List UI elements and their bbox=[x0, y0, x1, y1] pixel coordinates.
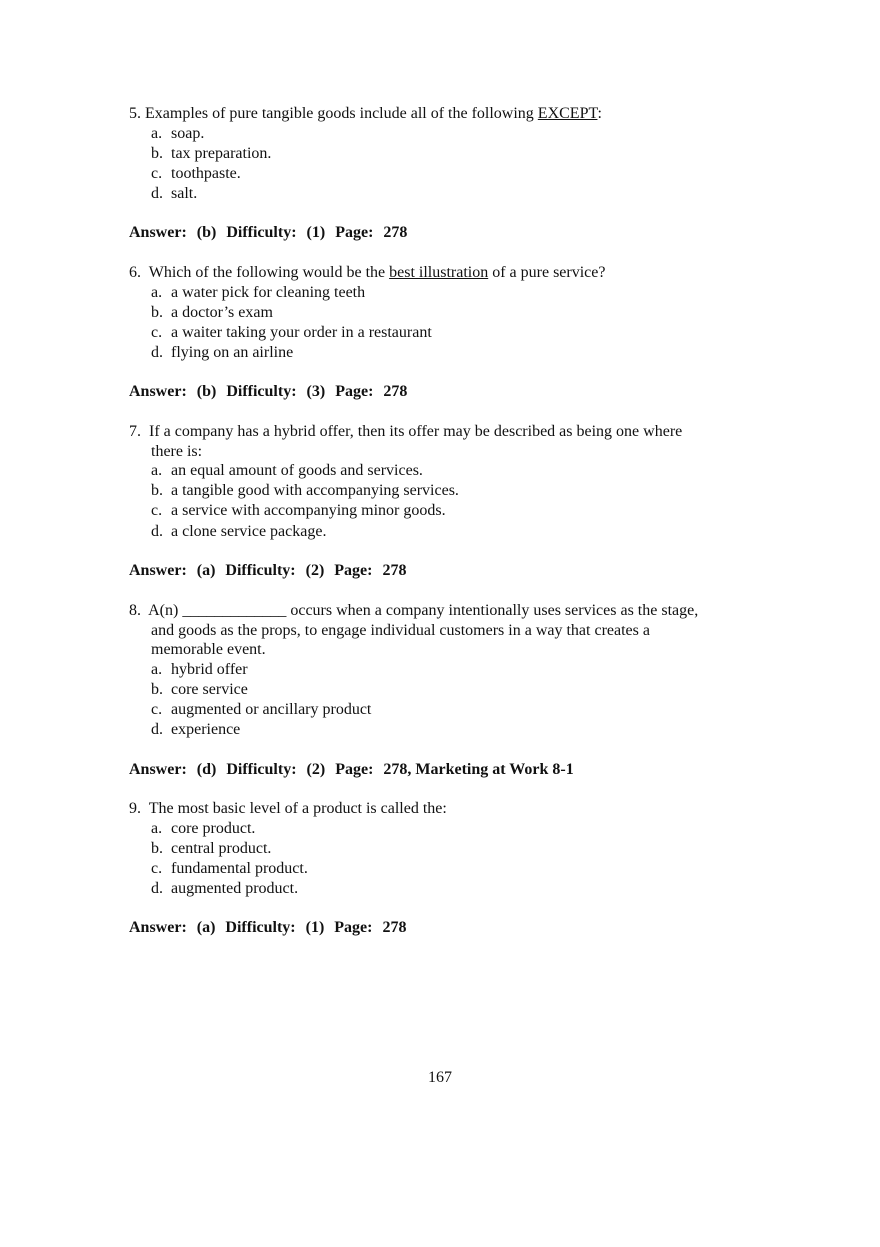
option-letter: d. bbox=[151, 523, 163, 540]
question-9-stem bbox=[129, 799, 447, 819]
difficulty-value: (2) bbox=[306, 761, 326, 778]
answer-line-9 bbox=[129, 918, 412, 938]
option-letter: b. bbox=[151, 681, 163, 698]
page-value: 278 bbox=[382, 919, 407, 936]
option-text: a water pick for cleaning teeth bbox=[171, 284, 366, 301]
option-letter: b. bbox=[151, 145, 163, 162]
question-8-stem-cont: memorable event. bbox=[151, 641, 266, 658]
option-letter: a. bbox=[151, 661, 163, 678]
option-text: a tangible good with accompanying services. bbox=[171, 482, 459, 499]
option-letter: b. bbox=[151, 840, 163, 857]
option-letter: a. bbox=[151, 820, 163, 837]
answer-value: (a) bbox=[196, 919, 216, 936]
option-text: toothpaste. bbox=[171, 165, 241, 182]
page-value: 278 bbox=[383, 383, 408, 400]
question-7-stem bbox=[129, 422, 682, 442]
answer-value: (b) bbox=[196, 383, 217, 400]
option-letter: c. bbox=[151, 701, 163, 718]
option-letter: b. bbox=[151, 482, 163, 499]
difficulty-label: Difficulty: bbox=[226, 761, 297, 778]
answer-value: (d) bbox=[196, 761, 217, 778]
option-text: fundamental product. bbox=[171, 860, 308, 877]
option-text: a doctor’s exam bbox=[171, 304, 273, 321]
difficulty-label: Difficulty: bbox=[225, 919, 296, 936]
difficulty-value: (1) bbox=[306, 224, 326, 241]
page-value: 278 bbox=[383, 224, 408, 241]
option-letter: c. bbox=[151, 324, 163, 341]
option-letter: b. bbox=[151, 304, 163, 321]
option-text: experience bbox=[171, 721, 241, 738]
option-text: augmented product. bbox=[171, 880, 299, 897]
page-label: Page: bbox=[334, 919, 373, 936]
question-text: The most basic level of a product is called the: bbox=[148, 800, 447, 817]
difficulty-label: Difficulty: bbox=[226, 383, 297, 400]
option-text: a waiter taking your order in a restaurant bbox=[171, 324, 432, 341]
question-number: 5. bbox=[129, 105, 141, 122]
question-number: 8. bbox=[129, 602, 141, 619]
answer-line-5 bbox=[129, 223, 413, 243]
answer-line-6 bbox=[129, 382, 413, 402]
page-value: 278 bbox=[382, 562, 407, 579]
question-number: 7. bbox=[129, 423, 141, 440]
option-letter: d. bbox=[151, 344, 163, 361]
question-text: If a company has a hybrid offer, then its offer may be described as being one where bbox=[149, 423, 683, 440]
page-label: Page: bbox=[335, 761, 374, 778]
option-text: an equal amount of goods and services. bbox=[171, 462, 423, 479]
option-letter: c. bbox=[151, 165, 163, 182]
question-emphasis: best illustration bbox=[389, 264, 489, 281]
question-8-stem bbox=[129, 601, 698, 621]
difficulty-value: (3) bbox=[306, 383, 326, 400]
question-7-stem-cont: there is: bbox=[151, 443, 203, 460]
option-letter: d. bbox=[151, 880, 163, 897]
answer-value: (a) bbox=[196, 562, 216, 579]
question-text-end: of a pure service? bbox=[488, 264, 606, 281]
question-emphasis: EXCEPT bbox=[537, 105, 598, 122]
option-text: flying on an airline bbox=[171, 344, 294, 361]
answer-label: Answer: bbox=[129, 383, 187, 400]
option-text: augmented or ancillary product bbox=[171, 701, 372, 718]
option-letter: c. bbox=[151, 860, 163, 877]
answer-label: Answer: bbox=[129, 919, 187, 936]
question-6-stem bbox=[129, 263, 605, 283]
page-number: 167 bbox=[428, 1069, 452, 1086]
option-text: core product. bbox=[171, 820, 256, 837]
option-text: tax preparation. bbox=[171, 145, 272, 162]
option-text: a clone service package. bbox=[171, 523, 327, 540]
difficulty-value: (2) bbox=[305, 562, 325, 579]
page-label: Page: bbox=[335, 224, 374, 241]
question-text: A(n) _____________ occurs when a company intentionally uses services as the stage, bbox=[148, 602, 699, 619]
option-letter: a. bbox=[151, 125, 163, 142]
answer-label: Answer: bbox=[129, 224, 187, 241]
page-value: 278, Marketing at Work 8-1 bbox=[383, 761, 574, 778]
option-letter: d. bbox=[151, 185, 163, 202]
question-5-stem bbox=[129, 104, 602, 124]
question-number: 6. bbox=[129, 264, 141, 281]
option-text: core service bbox=[171, 681, 248, 698]
question-text-end: : bbox=[597, 105, 602, 122]
answer-line-7 bbox=[129, 561, 412, 581]
difficulty-label: Difficulty: bbox=[226, 224, 297, 241]
difficulty-value: (1) bbox=[305, 919, 325, 936]
option-text: soap. bbox=[171, 125, 205, 142]
answer-value: (b) bbox=[196, 224, 217, 241]
question-text: Which of the following would be the bbox=[148, 264, 390, 281]
page-label: Page: bbox=[334, 562, 373, 579]
question-text: Examples of pure tangible goods include all of the following bbox=[145, 105, 538, 122]
answer-line-8 bbox=[129, 760, 580, 780]
option-letter: c. bbox=[151, 502, 163, 519]
question-8-stem-cont: and goods as the props, to engage individual customers in a way that creates a bbox=[151, 622, 650, 639]
option-letter: a. bbox=[151, 462, 163, 479]
option-text: a service with accompanying minor goods. bbox=[171, 502, 446, 519]
option-letter: a. bbox=[151, 284, 163, 301]
answer-label: Answer: bbox=[129, 562, 187, 579]
option-text: salt. bbox=[171, 185, 198, 202]
option-text: hybrid offer bbox=[171, 661, 248, 678]
question-number: 9. bbox=[129, 800, 141, 817]
difficulty-label: Difficulty: bbox=[225, 562, 296, 579]
answer-label: Answer: bbox=[129, 761, 187, 778]
page-label: Page: bbox=[335, 383, 374, 400]
option-text: central product. bbox=[171, 840, 272, 857]
option-letter: d. bbox=[151, 721, 163, 738]
